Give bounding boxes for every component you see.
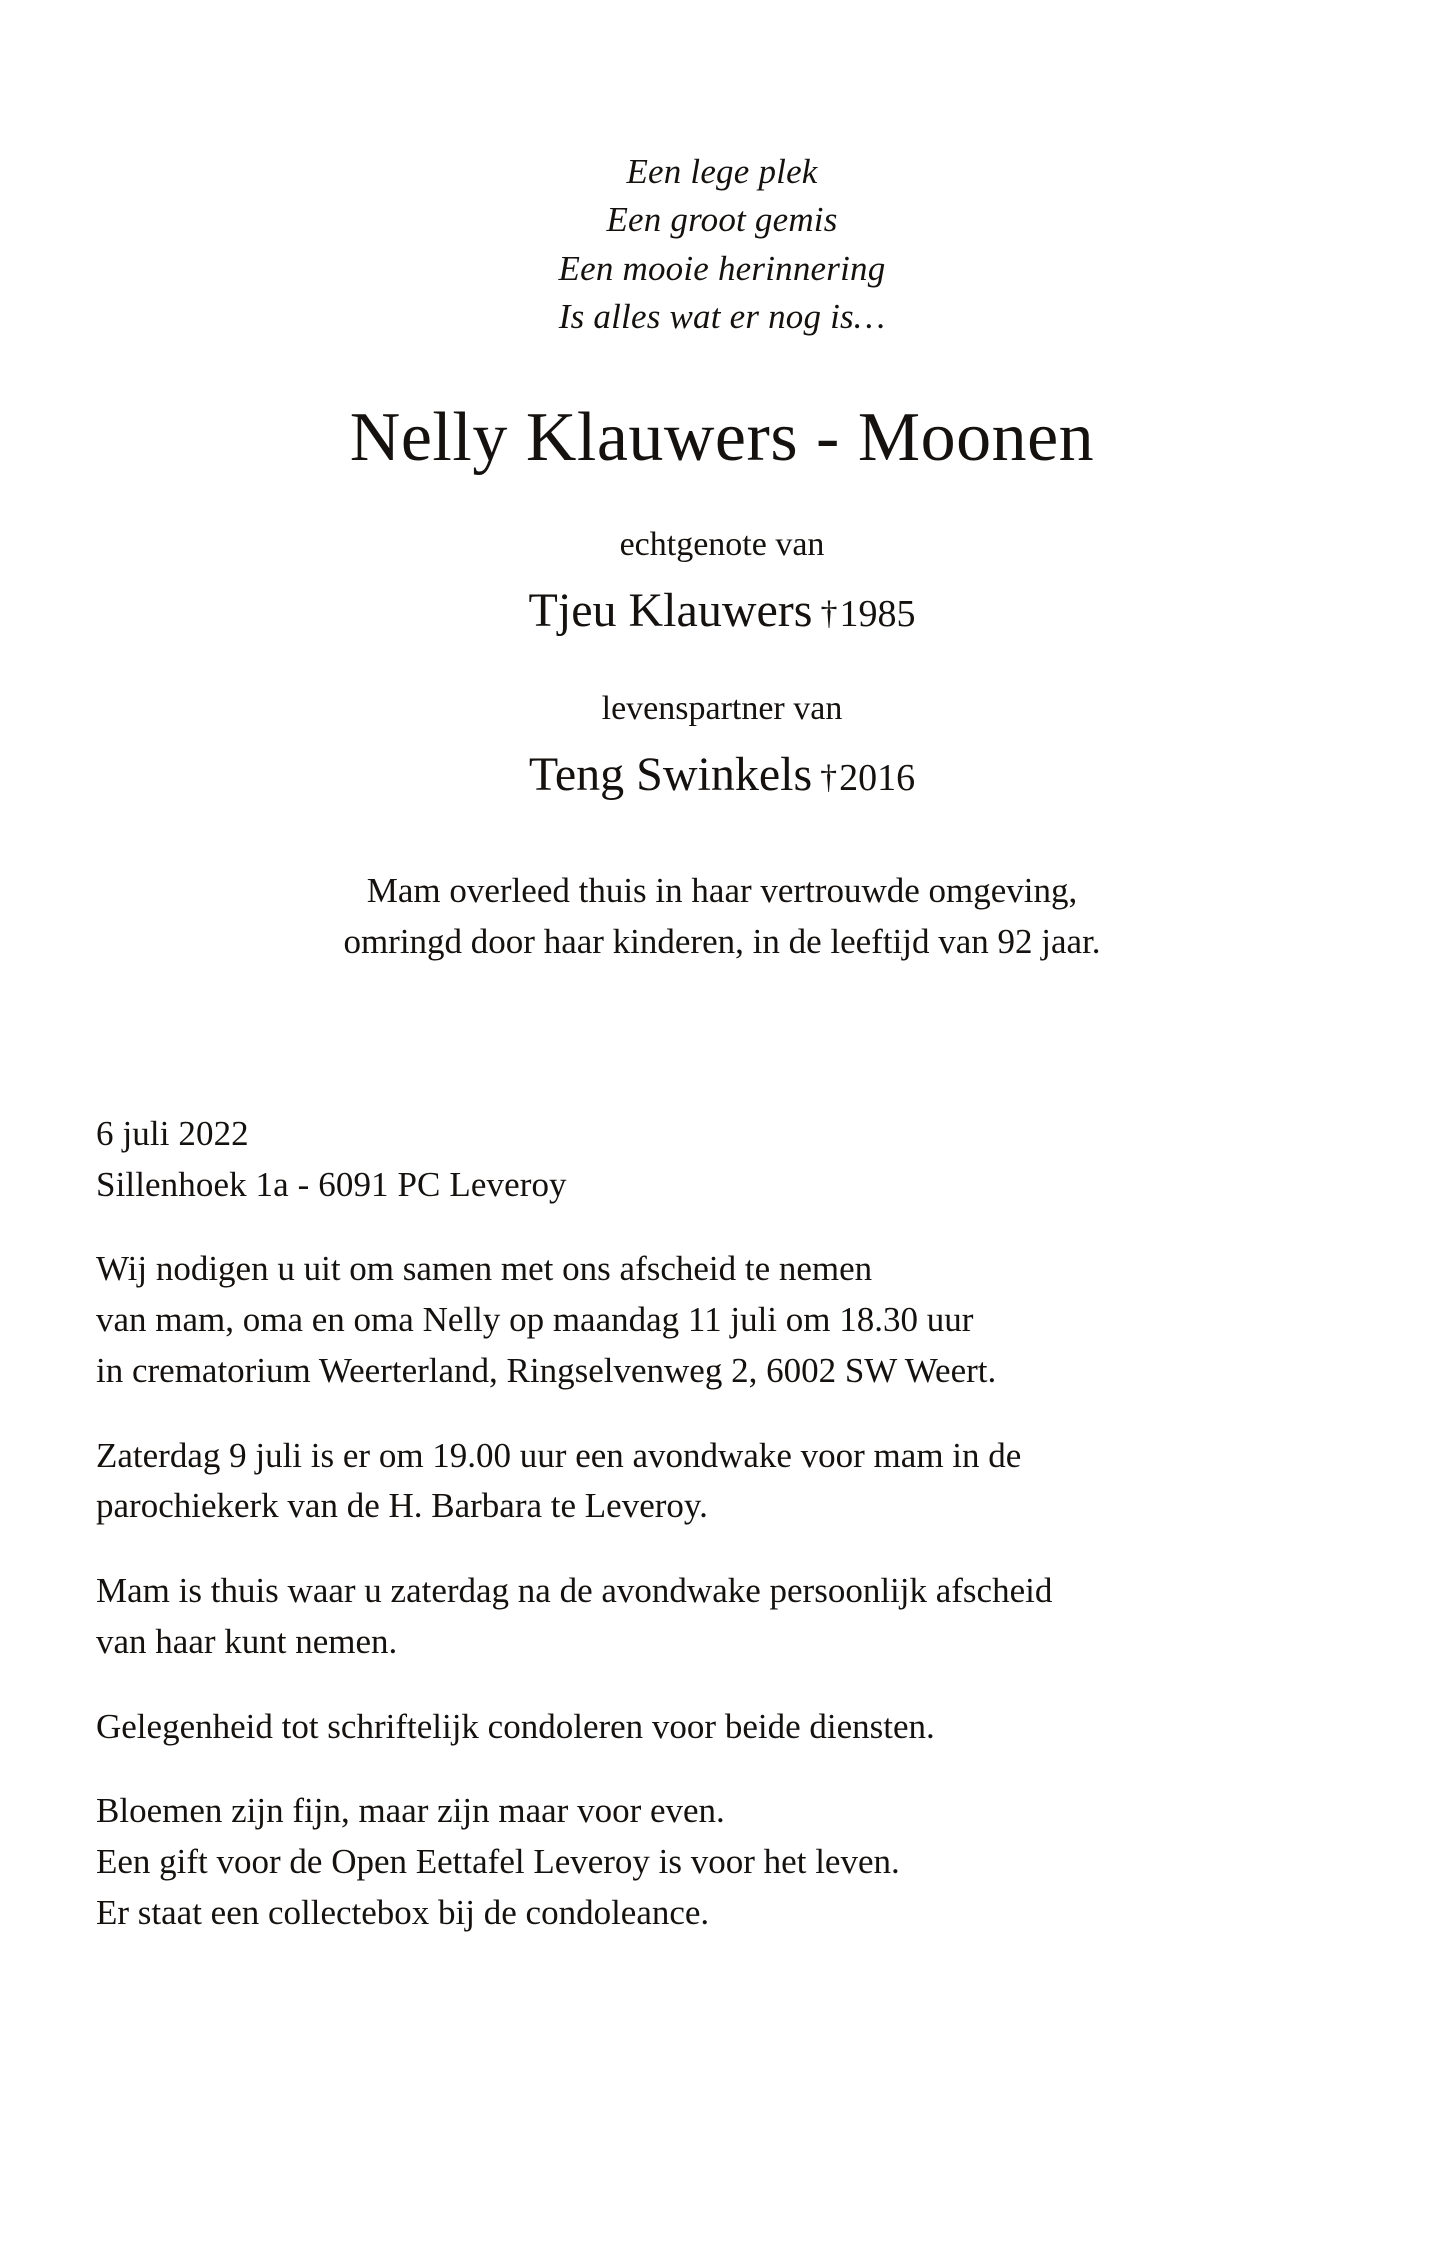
relation-partner-person	[96, 744, 1348, 806]
home-visit-block	[96, 1566, 1348, 1668]
vigil-line-1: Zaterdag 9 juli is er om 19.00 uur een avondwake voor mam in de	[96, 1435, 1022, 1475]
vigil-block	[96, 1431, 1348, 1533]
date: 6 juli 2022	[96, 1113, 249, 1153]
invitation-line-2: van mam, oma en oma Nelly op maandag 11 juli om 18.30 uur	[96, 1300, 974, 1340]
relation-spouse-intro: echtgenote van	[619, 526, 825, 564]
condolence-line-1: Gelegenheid tot schriftelijk condoleren voor beide diensten.	[96, 1706, 935, 1746]
invitation-line-1: Wij nodigen u uit om samen met ons afscheid te nemen	[96, 1249, 873, 1289]
relation-partner-year: 2016	[839, 757, 916, 800]
deceased-name: Nelly Klauwers - Moonen	[349, 399, 1095, 477]
invitation-block	[96, 1244, 1348, 1396]
poem-line-1: Een lege plek	[626, 152, 818, 191]
dagger-icon: †	[820, 759, 838, 797]
poem-line-4: Is alles wat er nog is…	[558, 296, 886, 336]
relation-partner	[96, 686, 1348, 806]
home-visit-line-2: van haar kunt nemen.	[96, 1621, 398, 1661]
home-visit-line-1: Mam is thuis waar u zaterdag na de avondwake persoonlijk afscheid	[96, 1571, 1053, 1611]
donation-line-3: Er staat een collectebox bij de condoleance.	[96, 1892, 710, 1932]
donation-block	[96, 1786, 1348, 1938]
vigil-line-2: parochiekerk van de H. Barbara te Leveroy.	[96, 1486, 708, 1526]
poem	[96, 148, 1348, 341]
details	[96, 1109, 1348, 1939]
relation-spouse	[96, 522, 1348, 642]
donation-line-1: Bloemen zijn fijn, maar zijn maar voor even.	[96, 1791, 725, 1831]
poem-line-2: Een groot gemis	[606, 200, 838, 240]
dagger-icon: †	[820, 595, 838, 633]
poem-line-3: Een mooie herinnering	[558, 248, 886, 288]
invitation-line-3: in crematorium Weerterland, Ringselvenweg 2, 6002 SW Weert.	[96, 1350, 997, 1390]
date-address-block	[96, 1109, 1348, 1211]
passing-note	[96, 865, 1348, 967]
donation-line-2: Een gift voor de Open Eettafel Leveroy is voor het leven.	[96, 1842, 900, 1882]
relations	[96, 522, 1348, 807]
relation-partner-name: Teng Swinkels	[528, 748, 813, 802]
relation-partner-intro: levenspartner van	[601, 690, 843, 728]
relation-spouse-person	[96, 580, 1348, 642]
relation-spouse-name: Tjeu Klauwers	[528, 584, 813, 638]
condolence-block	[96, 1702, 1348, 1753]
passing-line-1: Mam overleed thuis in haar vertrouwde omgeving,	[366, 870, 1078, 910]
address: Sillenhoek 1a - 6091 PC Leveroy	[96, 1164, 567, 1204]
relation-spouse-year: 1985	[839, 593, 916, 636]
passing-line-2: omringd door haar kinderen, in de leeftijd van 92 jaar.	[343, 921, 1101, 961]
